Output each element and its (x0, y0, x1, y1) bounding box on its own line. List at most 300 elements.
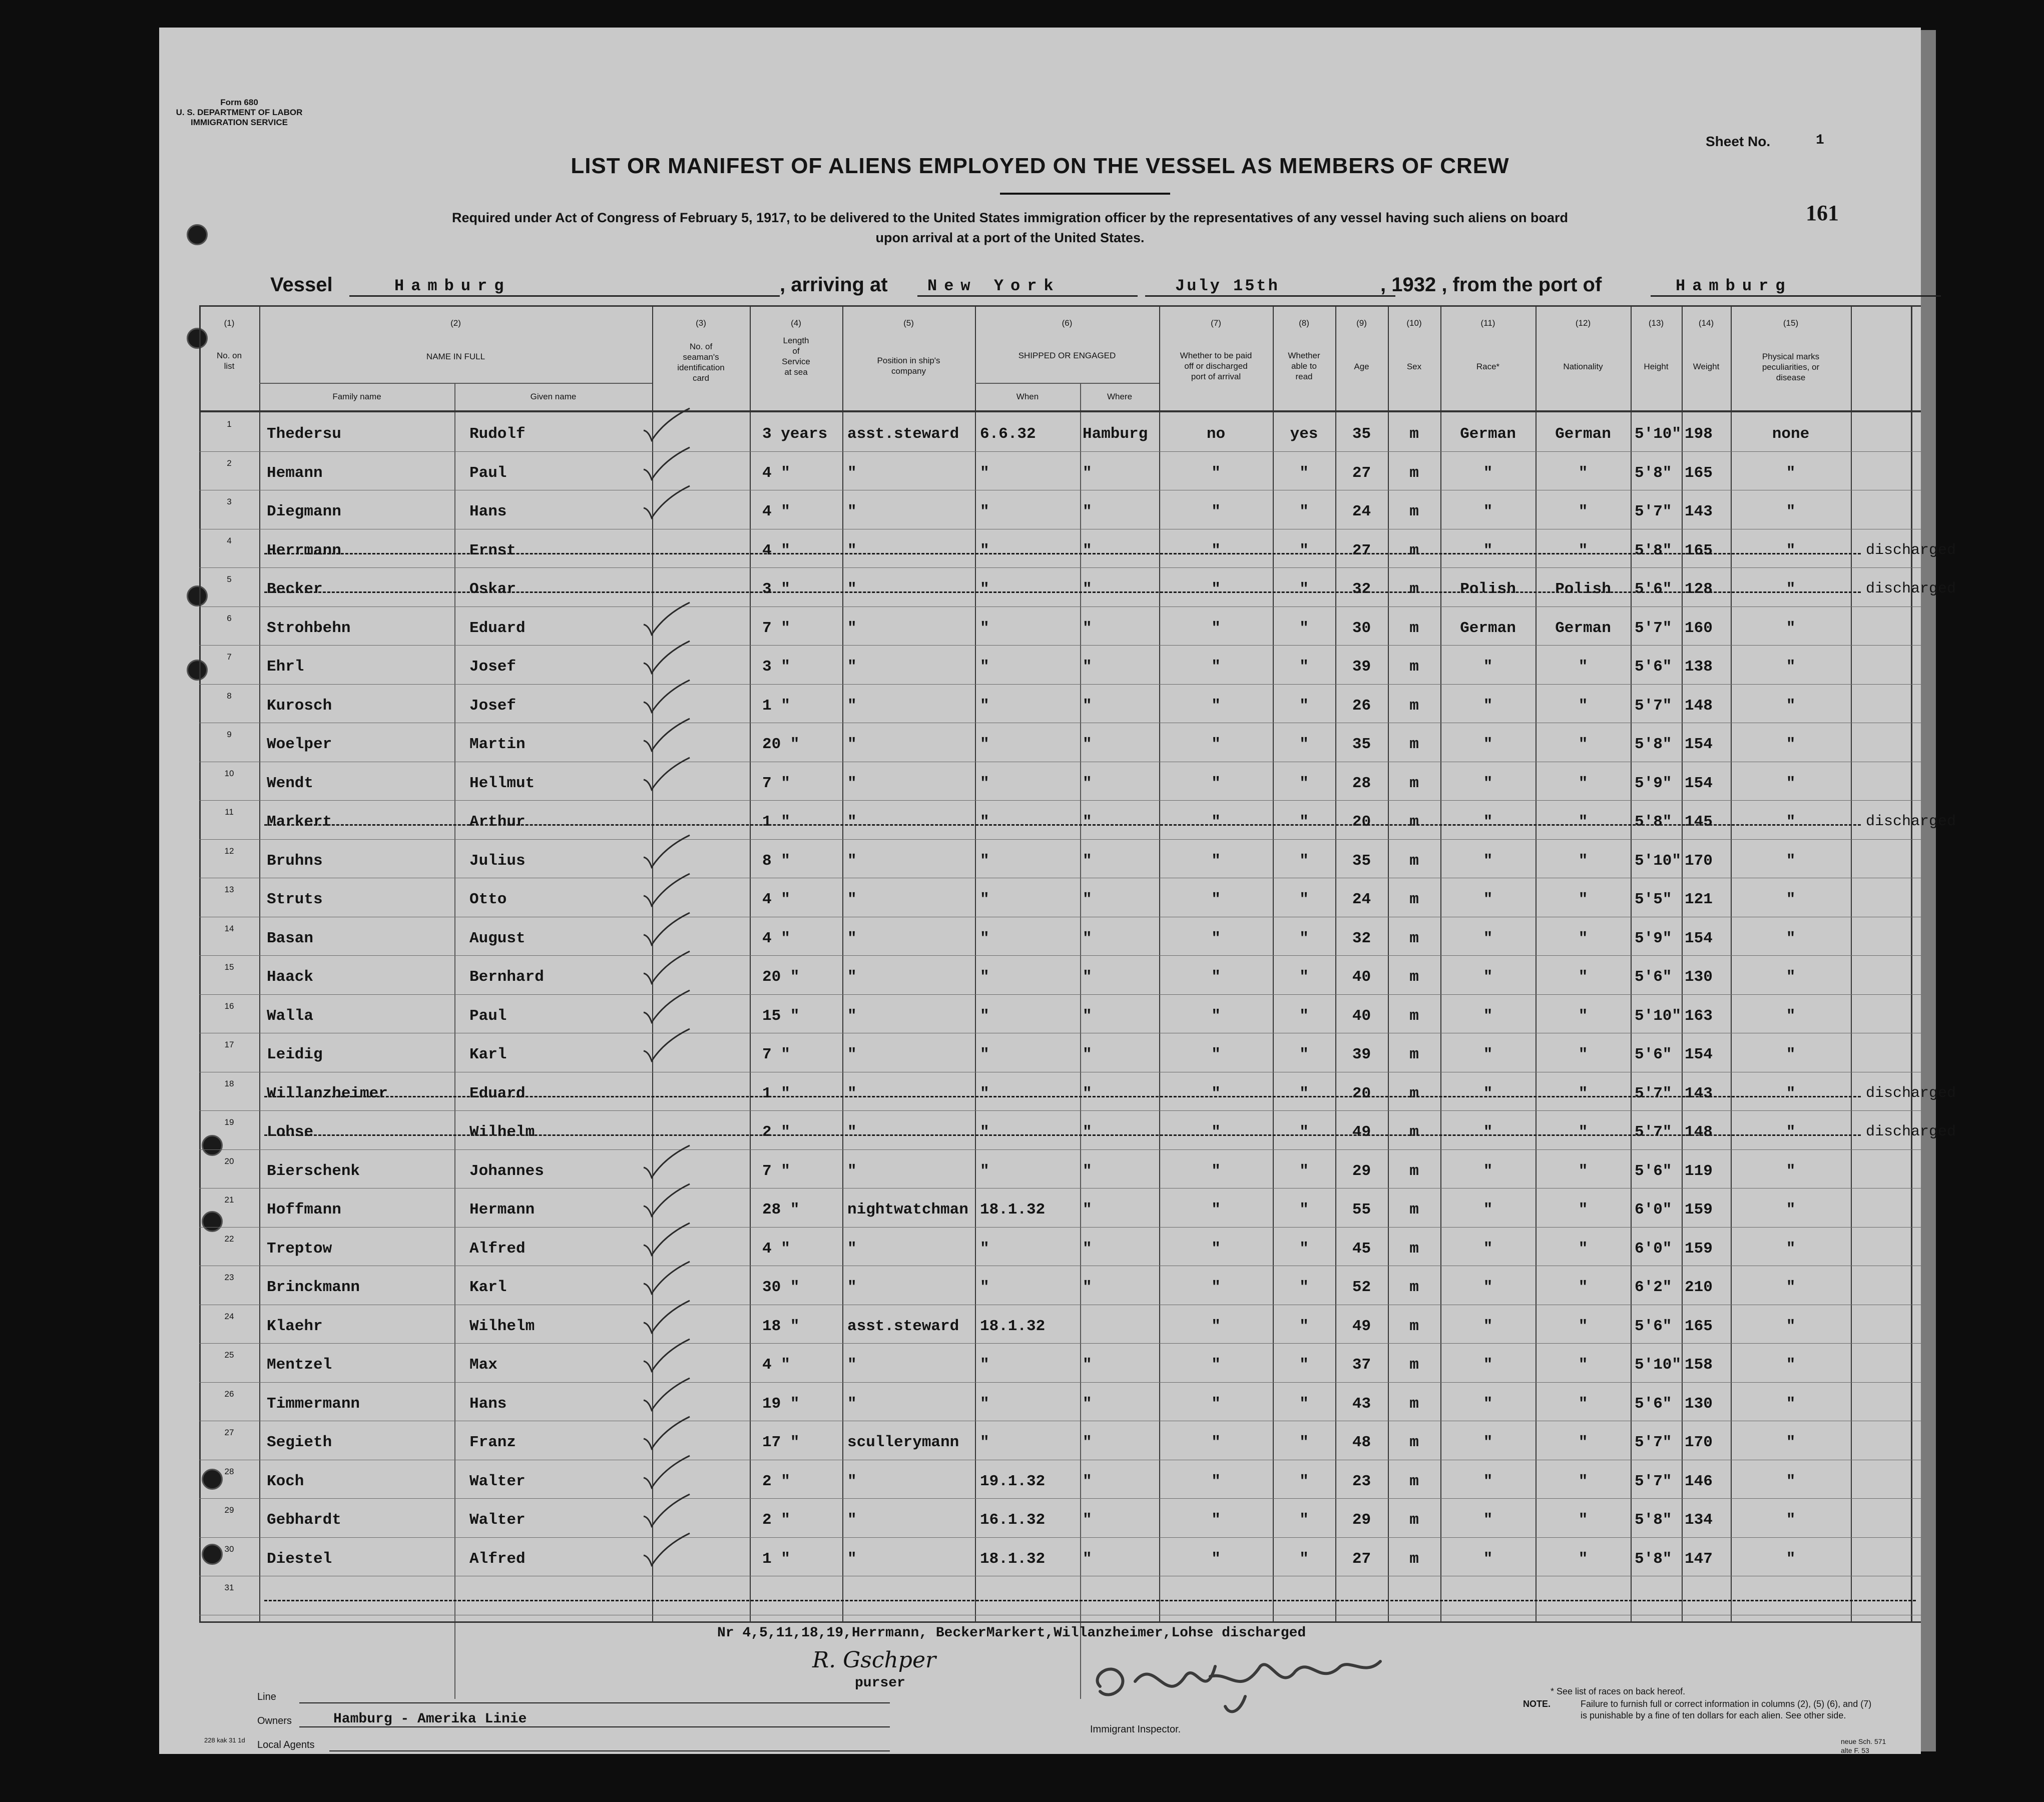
cell-sex: m (1409, 1550, 1419, 1568)
cell-paid: " (1211, 541, 1221, 559)
cell-family: Wendt (267, 774, 314, 792)
paper-edge-shadow (1921, 30, 1936, 1751)
signature-stroke (1135, 1666, 1215, 1686)
cell-family: Bierschenk (267, 1162, 360, 1180)
cell-service: 1 " (762, 1550, 790, 1568)
cell-where: " (1083, 1007, 1092, 1025)
cell-family: Mentzel (267, 1356, 332, 1374)
row-number: 28 (224, 1466, 234, 1476)
col-num-5: (5) (903, 318, 914, 328)
cell-race: " (1483, 1434, 1493, 1451)
strike-through-line (264, 591, 1861, 593)
cell-race: German (1460, 425, 1516, 443)
cell-paid: " (1211, 1511, 1221, 1529)
cell-family: Leidig (267, 1046, 323, 1063)
cell-paid: " (1211, 1550, 1221, 1568)
cell-nat: " (1578, 929, 1588, 947)
cell-paid: " (1211, 580, 1221, 598)
cell-given: Wilhelm (469, 1123, 535, 1141)
name-subheader-rule (259, 383, 652, 384)
cell-service: 17 " (762, 1434, 800, 1451)
cell-where: " (1083, 503, 1092, 520)
cell-position: asst.steward (847, 425, 959, 443)
cell-paid: " (1211, 891, 1221, 908)
cell-service: 19 " (762, 1395, 800, 1413)
col-border (1080, 383, 1081, 1699)
cell-when: " (980, 1434, 989, 1451)
col-head-nationality: Nationality (1563, 362, 1603, 371)
cell-marks: " (1786, 1240, 1796, 1258)
cell-service: 4 " (762, 1356, 790, 1374)
cell-race: " (1483, 658, 1493, 676)
cell-given: Martin (469, 736, 526, 753)
cell-remark: discharged (1866, 1084, 1956, 1102)
cell-age: 55 (1352, 1201, 1371, 1219)
checkmark-stroke (644, 603, 690, 635)
checkmark-icon (640, 1414, 695, 1454)
cell-service: 4 " (762, 503, 790, 520)
cell-position: " (847, 968, 857, 986)
cell-where: " (1083, 1240, 1092, 1258)
cell-read: " (1299, 1201, 1309, 1219)
cell-sex: m (1409, 736, 1419, 753)
cell-given: Hellmut (469, 774, 535, 792)
cell-service: 20 " (762, 968, 800, 986)
col-head-given: Given name (530, 392, 577, 401)
cell-where: " (1083, 697, 1092, 715)
row-number: 10 (224, 768, 234, 778)
cell-when: " (980, 1162, 989, 1180)
col-border (1851, 305, 1852, 1621)
line-label: Line (257, 1691, 276, 1702)
cell-paid: " (1211, 619, 1221, 637)
row-rule (199, 1498, 1921, 1499)
row-number: 9 (227, 730, 232, 739)
col-num-7: (7) (1211, 318, 1221, 328)
row-number: 2 (227, 458, 232, 468)
checkmark-icon (640, 871, 695, 911)
checkmark-icon (640, 1530, 695, 1570)
cell-read: " (1299, 736, 1309, 753)
cell-remark: discharged (1866, 1123, 1956, 1140)
cell-race: " (1483, 1511, 1493, 1529)
cell-nat: " (1578, 1162, 1588, 1180)
cell-weight: 159 (1685, 1240, 1713, 1258)
cell-sex: m (1409, 1240, 1419, 1258)
cell-where: " (1083, 1472, 1092, 1490)
cell-read: " (1299, 580, 1309, 598)
col-num-15: (15) (1783, 318, 1799, 328)
cell-sex: m (1409, 852, 1419, 870)
cell-position: " (847, 541, 857, 559)
cell-nat: " (1578, 968, 1588, 986)
cell-age: 29 (1352, 1162, 1371, 1180)
checkmark-stroke (644, 1029, 690, 1061)
cell-nat: " (1578, 697, 1588, 715)
cell-service: 3 " (762, 580, 790, 598)
schedule-code: neue Sch. 571 (1841, 1737, 1886, 1745)
cell-when: " (980, 541, 989, 559)
cell-position: " (847, 1046, 857, 1063)
row-number: 4 (227, 535, 232, 545)
cell-paid: " (1211, 774, 1221, 792)
cell-where: " (1083, 1356, 1092, 1374)
col-num-8: (8) (1299, 318, 1309, 328)
fill-line (329, 1750, 890, 1751)
cell-where: " (1083, 1084, 1092, 1102)
cell-service: 28 " (762, 1201, 800, 1219)
cell-age: 43 (1352, 1395, 1371, 1413)
cell-age: 40 (1352, 968, 1371, 986)
cell-age: 35 (1352, 736, 1371, 753)
cell-marks: " (1786, 1007, 1796, 1025)
cell-family: Koch (267, 1472, 304, 1490)
cell-weight: 158 (1685, 1356, 1713, 1374)
col-num-13: (13) (1648, 318, 1664, 328)
col-head-text: Length of Service at sea (782, 336, 810, 377)
row-number: 26 (224, 1389, 234, 1399)
cell-nat: " (1578, 1279, 1588, 1296)
cell-service: 2 " (762, 1123, 790, 1141)
vessel-label: Vessel (270, 274, 333, 296)
cell-service: 7 " (762, 1046, 790, 1063)
cell-sex: m (1409, 813, 1419, 831)
cell-marks: " (1786, 697, 1796, 715)
form-identifier (174, 98, 304, 128)
row-number: 19 (224, 1117, 234, 1127)
cell-height: 5'9" (1635, 929, 1672, 947)
col-num-4: (4) (791, 318, 801, 328)
cell-where: " (1083, 968, 1092, 986)
cell-age: 32 (1352, 580, 1371, 598)
cell-where: " (1083, 1201, 1092, 1219)
cell-race: " (1483, 1240, 1493, 1258)
fill-line (349, 295, 780, 297)
row-number: 16 (224, 1001, 234, 1011)
row-number: 8 (227, 691, 232, 701)
cell-when: " (980, 1240, 989, 1258)
cell-height: 5'7" (1635, 1434, 1672, 1451)
cell-nat: " (1578, 1434, 1588, 1451)
cell-race: " (1483, 541, 1493, 559)
arrival-date: July 15th (1175, 277, 1280, 295)
cell-age: 28 (1352, 774, 1371, 792)
cell-nat: " (1578, 891, 1588, 908)
cell-age: 20 (1352, 1084, 1371, 1102)
col-head-text: Whether to be paid off or discharged port of arrival (1180, 351, 1252, 381)
row-rule (199, 1382, 1921, 1383)
col-head-text: No. on list (216, 351, 242, 371)
cell-when: " (980, 968, 989, 986)
cell-marks: " (1786, 1356, 1796, 1374)
cell-marks: " (1786, 1279, 1796, 1296)
cell-position: " (847, 1007, 857, 1025)
cell-paid: " (1211, 464, 1221, 482)
cell-weight: 138 (1685, 658, 1713, 676)
cell-height: 5'6" (1635, 1046, 1672, 1063)
cell-height: 6'2" (1635, 1279, 1672, 1296)
cell-age: 39 (1352, 1046, 1371, 1063)
cell-read: " (1299, 1084, 1309, 1102)
cell-position: " (847, 1279, 857, 1296)
cell-where: " (1083, 1511, 1092, 1529)
cell-sex: m (1409, 464, 1419, 482)
col-head-paid-off (1159, 350, 1273, 382)
cell-marks: " (1786, 1046, 1796, 1063)
cell-position: asst.steward (847, 1317, 959, 1335)
cell-service: 20 " (762, 736, 800, 753)
cell-sex: m (1409, 1279, 1419, 1296)
cell-where: " (1083, 464, 1092, 482)
cell-race: " (1483, 1317, 1493, 1335)
cell-height: 5'8" (1635, 813, 1672, 831)
row-number: 27 (224, 1428, 234, 1437)
cell-family: Segieth (267, 1434, 332, 1451)
row-rule (199, 567, 1921, 568)
cell-position: " (847, 813, 857, 831)
strike-through-line (264, 824, 1861, 826)
cell-height: 5'8" (1635, 464, 1672, 482)
cell-paid: " (1211, 1162, 1221, 1180)
cell-family: Willanzheimer (267, 1084, 388, 1102)
cell-service: 2 " (762, 1472, 790, 1490)
cell-race: " (1483, 774, 1493, 792)
cell-nat: " (1578, 541, 1588, 559)
cell-weight: 119 (1685, 1162, 1713, 1180)
cell-marks: " (1786, 541, 1796, 559)
cell-read: " (1299, 1162, 1309, 1180)
cell-when: " (980, 1123, 989, 1141)
cell-sex: m (1409, 1201, 1419, 1219)
cell-age: 27 (1352, 464, 1371, 482)
cell-family: Hemann (267, 464, 323, 482)
checkmark-icon (640, 638, 695, 678)
cell-sex: m (1409, 1007, 1419, 1025)
cell-race: " (1483, 1084, 1493, 1102)
cell-marks: " (1786, 968, 1796, 986)
checkmark-icon (640, 1220, 695, 1260)
checkmark-stroke (644, 835, 690, 867)
col-num-14: (14) (1698, 318, 1714, 328)
checkmark-stroke (644, 719, 690, 751)
cell-position: nightwatchman (847, 1201, 968, 1219)
cell-when: " (980, 619, 989, 637)
strike-through-line (264, 1134, 1861, 1136)
title-underline (1000, 193, 1170, 195)
row-number: 21 (224, 1195, 234, 1205)
cell-weight: 154 (1685, 774, 1713, 792)
row-number: 29 (224, 1505, 234, 1515)
cell-paid: " (1211, 1123, 1221, 1141)
cell-weight: 145 (1685, 813, 1713, 831)
cell-marks: " (1786, 1395, 1796, 1413)
cell-position: " (847, 852, 857, 870)
cell-height: 5'6" (1635, 968, 1672, 986)
row-number: 6 (227, 613, 232, 623)
cell-family: Klaehr (267, 1317, 323, 1335)
cell-height: 5'6" (1635, 1395, 1672, 1413)
cell-age: 27 (1352, 1550, 1371, 1568)
checkmark-icon (640, 1181, 695, 1221)
page-title: LIST OR MANIFEST OF ALIENS EMPLOYED ON THE VESSEL AS MEMBERS OF CREW (571, 154, 1509, 178)
row-number: 31 (224, 1583, 234, 1592)
cell-age: 24 (1352, 891, 1371, 908)
cell-family: Basan (267, 929, 314, 947)
cell-height: 5'6" (1635, 658, 1672, 676)
row-number: 13 (224, 885, 234, 894)
col-head-position (842, 355, 975, 376)
cell-service: 15 " (762, 1007, 800, 1025)
checkmark-stroke (644, 1417, 690, 1449)
cell-height: 6'0" (1635, 1240, 1672, 1258)
col-border (842, 305, 843, 1621)
cell-marks: " (1786, 1201, 1796, 1219)
strike-through-line (264, 553, 1861, 554)
cell-paid: " (1211, 1007, 1221, 1025)
cell-height: 5'6" (1635, 1162, 1672, 1180)
row-number: 3 (227, 497, 232, 506)
cell-when: 18.1.32 (980, 1550, 1046, 1568)
cell-where: " (1083, 1550, 1092, 1568)
cell-age: 48 (1352, 1434, 1371, 1451)
cell-race: " (1483, 813, 1493, 831)
row-number: 1 (227, 419, 232, 429)
cell-given: Alfred (469, 1550, 526, 1568)
row-rule (199, 1537, 1921, 1538)
cell-sex: m (1409, 1511, 1419, 1529)
row-number: 24 (224, 1311, 234, 1321)
cell-race: " (1483, 1201, 1493, 1219)
cell-age: 37 (1352, 1356, 1371, 1374)
row-rule (199, 994, 1921, 995)
manifest-sheet (159, 28, 1956, 1754)
cell-position: " (847, 1511, 857, 1529)
cell-given: Eduard (469, 619, 526, 637)
cell-when: " (980, 1279, 989, 1296)
cell-position: " (847, 774, 857, 792)
cell-service: 1 " (762, 697, 790, 715)
cell-nat: Polish (1555, 580, 1611, 598)
cell-nat: " (1578, 658, 1588, 676)
cell-marks: " (1786, 619, 1796, 637)
cell-weight: 165 (1685, 464, 1713, 482)
cell-family: Treptow (267, 1240, 332, 1258)
cell-height: 5'6" (1635, 1317, 1672, 1335)
local-agents-label: Local Agents (257, 1739, 315, 1750)
checkmark-stroke (644, 1456, 690, 1488)
cell-weight: 130 (1685, 1395, 1713, 1413)
cell-marks: none (1772, 425, 1810, 443)
header-bottom-border (199, 410, 1921, 412)
cell-weight: 134 (1685, 1511, 1713, 1529)
col-head-sex: Sex (1406, 362, 1422, 371)
cell-age: 52 (1352, 1279, 1371, 1296)
cell-family: Markert (267, 813, 332, 831)
cell-service: 1 " (762, 1084, 790, 1102)
cell-height: 5'7" (1635, 503, 1672, 520)
cell-paid: " (1211, 1201, 1221, 1219)
cell-read: " (1299, 541, 1309, 559)
cell-read: " (1299, 503, 1309, 520)
cell-service: 3 " (762, 658, 790, 676)
stamped-page-number: 161 (1806, 201, 1839, 225)
cell-position: " (847, 1472, 857, 1490)
cell-paid: " (1211, 1084, 1221, 1102)
row-number: 14 (224, 923, 234, 933)
cell-position: scullerymann (847, 1434, 959, 1451)
cell-given: Alfred (469, 1240, 526, 1258)
cell-weight: 148 (1685, 1123, 1713, 1141)
cell-where: Hamburg (1083, 425, 1148, 443)
cell-family: Timmermann (267, 1395, 360, 1413)
col-head-text: No. of seaman's identification card (677, 342, 725, 383)
cell-where: " (1083, 736, 1092, 753)
col-head-read (1273, 350, 1335, 382)
cell-weight: 130 (1685, 968, 1713, 986)
cell-sex: m (1409, 1395, 1419, 1413)
cell-where: " (1083, 1123, 1092, 1141)
cell-where: " (1083, 852, 1092, 870)
note-text: Failure to furnish full or correct information in columns (2), (5) (6), and (7) (1581, 1699, 1872, 1709)
cell-paid: " (1211, 1279, 1221, 1296)
cell-height: 5'7" (1635, 1123, 1672, 1141)
cell-family: Haack (267, 968, 314, 986)
checkmark-stroke (644, 913, 690, 945)
col-head-where: Where (1107, 392, 1133, 401)
col-num-9: (9) (1356, 318, 1367, 328)
cell-nat: " (1578, 1395, 1588, 1413)
sheet-number: 1 (1816, 133, 1824, 148)
cell-read: " (1299, 697, 1309, 715)
cell-race: " (1483, 891, 1493, 908)
col-num-11: (11) (1480, 318, 1495, 328)
cell-race: " (1483, 1007, 1493, 1025)
cell-given: Eduard (469, 1084, 526, 1102)
cell-nat: " (1578, 1201, 1588, 1219)
cell-sex: m (1409, 1123, 1419, 1141)
checkmark-icon (640, 483, 695, 523)
signature-stroke (1210, 1661, 1380, 1681)
cell-remark: discharged (1866, 541, 1956, 559)
cell-given: August (469, 929, 526, 947)
cell-read: " (1299, 619, 1309, 637)
checkmark-icon (640, 677, 695, 717)
checkmark-icon (640, 599, 695, 640)
cell-height: 5'7" (1635, 1084, 1672, 1102)
cell-height: 6'0" (1635, 1201, 1672, 1219)
cell-age: 49 (1352, 1317, 1371, 1335)
cell-given: Hans (469, 503, 507, 520)
cell-family: Diestel (267, 1550, 332, 1568)
checkmark-stroke (644, 1262, 690, 1294)
cell-paid: " (1211, 968, 1221, 986)
cell-sex: m (1409, 425, 1419, 443)
cell-race: " (1483, 503, 1493, 520)
checkmark-icon (640, 1298, 695, 1338)
cell-where: " (1083, 580, 1092, 598)
strike-through-line (264, 1096, 1861, 1097)
cell-given: Walter (469, 1472, 526, 1490)
cell-race: Polish (1460, 580, 1516, 598)
cell-when: " (980, 891, 989, 908)
cell-service: 2 " (762, 1511, 790, 1529)
cell-marks: " (1786, 1123, 1796, 1141)
cell-marks: " (1786, 658, 1796, 676)
cell-sex: m (1409, 1162, 1419, 1180)
cell-race: " (1483, 968, 1493, 986)
row-number: 22 (224, 1234, 234, 1244)
cell-position: " (847, 1240, 857, 1258)
